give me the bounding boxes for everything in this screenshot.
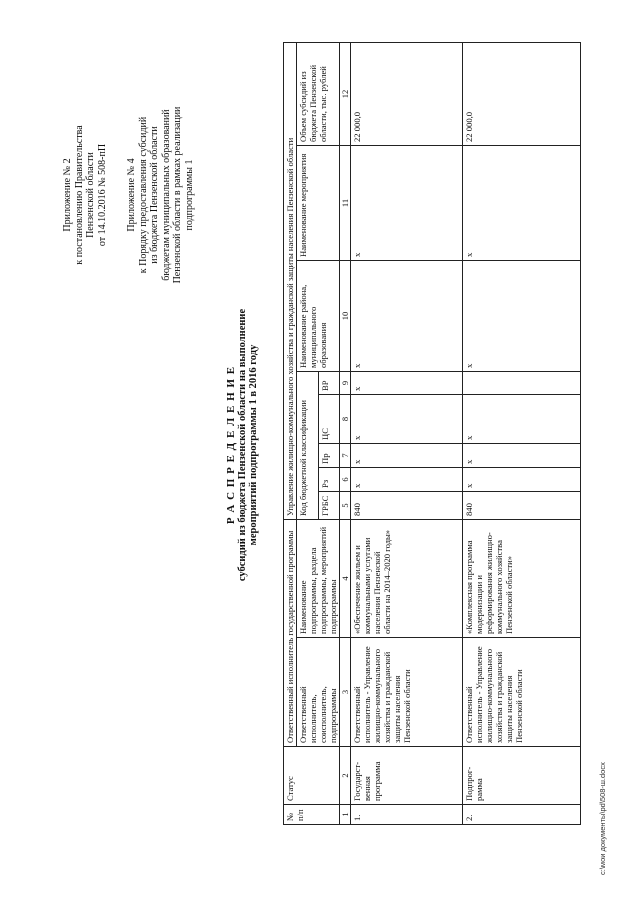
header-row-2 [297, 43, 319, 825]
header-ministry: Управление жилищно-коммунального хозяйства и гражданской защиты населения Пензенской области [284, 43, 297, 520]
column-number: 6 [340, 468, 351, 492]
appendix-4-header [126, 45, 195, 345]
appendix-2-line3: Пензенской области [85, 152, 96, 238]
header-rz: Рз [318, 468, 340, 492]
appendix-4-line5: Пензенской области в рамках реализации [172, 106, 183, 284]
header-status: Статус [284, 747, 340, 805]
header-cs: ЦС [318, 395, 340, 444]
row-status: Подпрог-рамма [463, 747, 581, 805]
appendix-4-line2: к Порядку предоставления субсидий [137, 116, 149, 274]
header-vr: ВР [318, 372, 340, 395]
table-row [463, 43, 581, 825]
header-row-1 [284, 43, 297, 825]
header-budget-code: Код бюджетной классификации [297, 372, 319, 520]
title-main: Р А С П Р Е Д Е Л Е Н И Е [225, 365, 237, 525]
row-cs: х [351, 395, 463, 444]
file-path-footer: c:\мои документы\pd\508-ш.docx [598, 762, 607, 875]
title-sub1: субсидий из бюджета Пензенской области на выполнение [237, 308, 248, 582]
row-status: Государст-венная программа [351, 747, 463, 805]
table-row [351, 43, 463, 825]
row-vr [463, 372, 581, 395]
header-num: № п/п [284, 805, 340, 825]
column-number: 1 [340, 805, 351, 825]
row-pr: х [463, 444, 581, 468]
header-program-name: Наименование подпрограммы, раздела подпрограммы, мероприятий подпрограммы [297, 520, 340, 638]
header-event-name: Наименование мероприятия [297, 146, 340, 261]
header-grbs: ГРБС [318, 492, 340, 520]
row-cs: х [463, 395, 581, 444]
column-number: 7 [340, 444, 351, 468]
appendix-2-line2: к постановлению Правительства [73, 125, 85, 265]
appendix-4-line6: подпрограммы 1 [183, 159, 195, 231]
row-program-name: «Комплексная программа модернизации и реформирования жилищно-коммунального хозяйства Пензенской области» [463, 520, 581, 638]
appendix-2-line1: Приложение № 2 [62, 158, 73, 232]
row-event: х [351, 146, 463, 261]
column-number: 8 [340, 395, 351, 444]
appendix-4-line1: Приложение № 4 [126, 158, 137, 232]
column-number: 2 [340, 747, 351, 805]
distribution-table [283, 42, 581, 825]
row-volume: 22 000,0 [351, 43, 463, 146]
header-volume: Объем субсидий из бюджета Пензенской области, тыс. рублей [297, 43, 340, 146]
row-num: 1. [351, 805, 463, 825]
column-number: 4 [340, 520, 351, 638]
appendix-2-header [62, 45, 108, 345]
row-rz: х [351, 468, 463, 492]
row-pr: х [351, 444, 463, 468]
row-municipality: х [463, 261, 581, 372]
column-number: 11 [340, 146, 351, 261]
header-municipality-name: Наименование района, муниципального образования [297, 261, 340, 372]
row-grbs: 840 [351, 492, 463, 520]
row-program-name: «Обеспечение жильем и коммунальными услугами населения Пензенской области на 2014–2020 годы» [351, 520, 463, 638]
column-number: 10 [340, 261, 351, 372]
column-number: 5 [340, 492, 351, 520]
column-number: 12 [340, 43, 351, 146]
appendix-4-line4: бюджетам муниципальных образований [160, 109, 172, 281]
header-responsible-group: Ответственный исполнитель государственной программы [284, 520, 297, 747]
document-title [225, 165, 259, 725]
row-vr: х [351, 372, 463, 395]
header-responsible-executor: Ответственный исполнитель, соисполнитель, подпрограммы [297, 638, 340, 747]
appendix-4-line3: из бюджета Пензенской области [149, 126, 160, 264]
row-executor: Ответственный исполнитель - Управление жилищно-коммунального хозяйства и гражданской защиты населения Пензенской области [351, 638, 463, 747]
column-number: 9 [340, 372, 351, 395]
column-number: 3 [340, 638, 351, 747]
appendix-2-line4: от 14.10.2016 № 508-пП [96, 143, 108, 247]
row-event: х [463, 146, 581, 261]
row-num: 2. [463, 805, 581, 825]
header-pr: Пр [318, 444, 340, 468]
column-number-row [340, 43, 351, 825]
row-volume: 22 000,0 [463, 43, 581, 146]
title-sub2: мероприятий подпрограммы 1 в 2016 году [248, 344, 259, 546]
row-grbs: 840 [463, 492, 581, 520]
row-executor: Ответственный исполнитель - Управление жилищно-коммунального хозяйства и гражданской защиты населения Пензенской области [463, 638, 581, 747]
row-municipality: х [351, 261, 463, 372]
row-rz: х [463, 468, 581, 492]
